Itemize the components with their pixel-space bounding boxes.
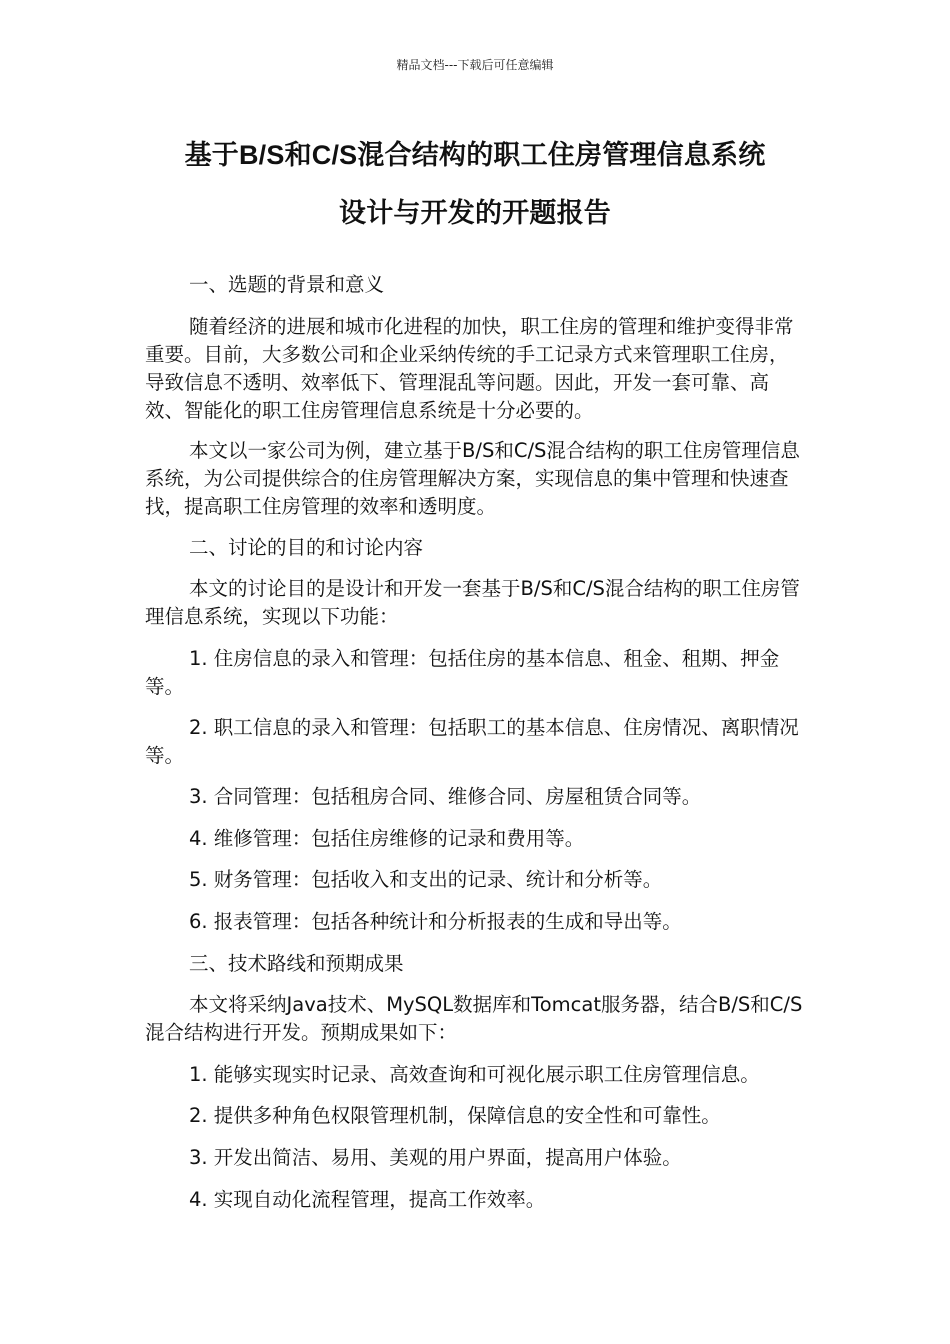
section-3-paragraph-1: 本文将采纳Java技术、MySQL数据库和Tomcat服务器，结合B/S和C/S混合结构进行开发。预期成果如下： (145, 993, 803, 1044)
section-1-paragraph-1: 随着经济的进展和城市化进程的加快，职工住房的管理和维护变得非常重要。目前，大多数公司和企业采纳传统的手工记录方式来管理职工住房，导致信息不透明、效率低下、管理混乱等问题。因此，开发一套可靠、高效、智能化的职工住房管理信息系统是十分必要的。 (145, 315, 794, 422)
section-2-list-item: 1. 住房信息的录入和管理：包括住房的基本信息、租金、租期、押金等。 (145, 647, 780, 698)
section-2-list-item: 4. 维修管理：包括住房维修的记录和费用等。 (189, 827, 585, 850)
section-2-list-item: 3. 合同管理：包括租房合同、维修合同、房屋租赁合同等。 (189, 785, 702, 808)
section-3-list-item: 4. 实现自动化流程管理，提高工作效率。 (189, 1188, 546, 1211)
section-2-list-item: 5. 财务管理：包括收入和支出的记录、统计和分析等。 (189, 868, 663, 891)
page-header: 精品文档---下载后可任意编辑 (396, 58, 554, 72)
document-title-line-2: 设计与开发的开题报告 (339, 198, 611, 228)
section-1-paragraph-2: 本文以一家公司为例，建立基于B/S和C/S混合结构的职工住房管理信息系统，为公司提供综合的住房管理解决方案，实现信息的集中管理和快速查找，提高职工住房管理的效率和透明度。 (145, 439, 800, 518)
section-2-paragraph-1: 本文的讨论目的是设计和开发一套基于B/S和C/S混合结构的职工住房管理信息系统，实现以下功能： (145, 577, 800, 628)
section-2-list-item: 6. 报表管理：包括各种统计和分析报表的生成和导出等。 (189, 910, 682, 933)
section-3-list-item: 2. 提供多种角色权限管理机制，保障信息的安全性和可靠性。 (189, 1104, 721, 1127)
document-title-line-1: 基于B/S和C/S混合结构的职工住房管理信息系统 (184, 140, 766, 170)
section-3-list-item: 3. 开发出简洁、易用、美观的用户界面，提高用户体验。 (189, 1146, 682, 1169)
section-3-list-item: 1. 能够实现实时记录、高效查询和可视化展示职工住房管理信息。 (189, 1063, 760, 1086)
section-3-heading: 三、技术路线和预期成果 (189, 952, 404, 975)
section-1-heading: 一、选题的背景和意义 (189, 273, 385, 296)
section-2-list-item: 2. 职工信息的录入和管理：包括职工的基本信息、住房情况、离职情况等。 (145, 716, 799, 767)
section-2-heading: 二、讨论的目的和讨论内容 (189, 536, 424, 559)
